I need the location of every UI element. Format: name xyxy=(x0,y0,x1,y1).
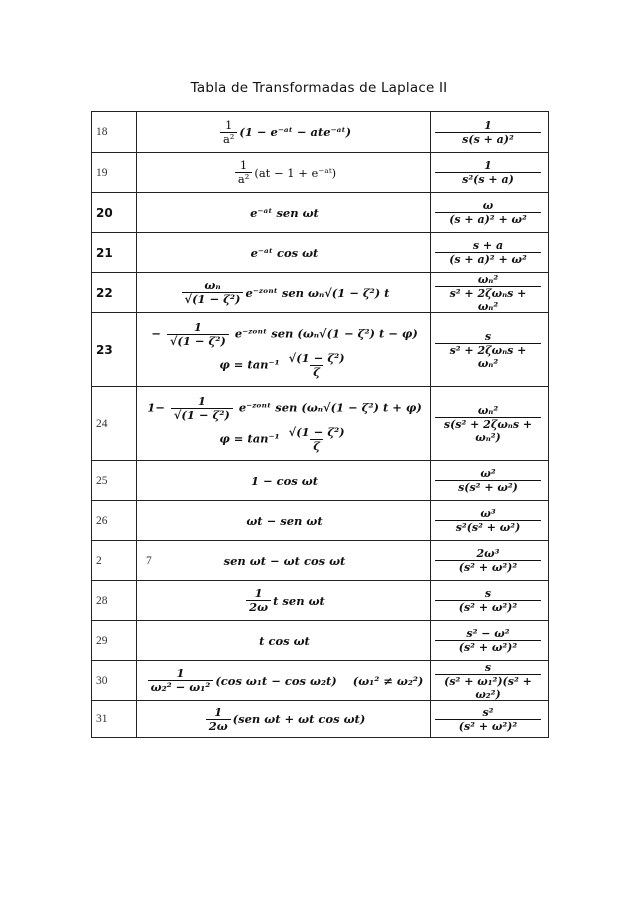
row-number: 30 xyxy=(96,674,108,687)
row-number: 24 xyxy=(96,417,108,430)
time-function: sen ωt − ωt cos ωt xyxy=(223,553,346,568)
row-number: 29 xyxy=(96,634,108,647)
laplace-transform: $\frac{\text{ω³}}{\text{s²(s² + ω²)}}$ xyxy=(434,501,542,540)
table-row xyxy=(92,152,548,192)
row-number: 25 xyxy=(96,474,108,487)
table-row xyxy=(92,500,548,540)
table-row xyxy=(92,460,548,500)
row-number: 19 xyxy=(96,166,108,179)
table-row xyxy=(92,232,548,272)
time-function: 1 − cos ωt xyxy=(250,473,319,488)
time-function: ωt − sen ωt xyxy=(246,513,323,528)
time-function: e⁻ᵃᵗ cos ωt xyxy=(250,245,319,260)
laplace-transform: $\frac{\omega}{\text{(s + a)² + ω²}}$ xyxy=(434,193,542,232)
table-row xyxy=(92,386,548,460)
laplace-transform: $\frac{\text{s² − ω²}}{\text{(s² + ω²)²}}$ xyxy=(434,621,542,660)
table-row xyxy=(92,112,548,152)
laplace-transform: $\frac{s}{\text{s² + 2ζωₙs + ωₙ²}}$ xyxy=(434,313,542,386)
laplace-transform: $\frac{s + a}{\text{(s + a)² + ω²}}$ xyxy=(434,233,542,272)
laplace-transform: $\frac{\text{ω²}}{\text{s(s² + ω²)}}$ xyxy=(434,461,542,500)
row-number: 20 xyxy=(96,205,113,220)
time-function: − $\frac{1}{\text{√(1 − ζ²)}}$ e⁻ᶻᵒⁿᵗ sen (ωₙ√(1 − ζ²) t − φ) φ = tan⁻¹ $\frac{\text{√(1 − ζ²)}}{\zeta}$ xyxy=(151,319,418,379)
time-function: 1− $\frac{1}{\text{√(1 − ζ²)}}$ e⁻ᶻᵒⁿᵗ sen (ωₙ√(1 − ζ²) t + φ) φ = tan⁻¹ $\frac{\text{√(1 − ζ²)}}{\zeta}$ xyxy=(147,393,422,453)
table-row xyxy=(92,272,548,312)
time-function: $\frac{1}{2\omega}$ t sen ωt xyxy=(138,581,431,620)
row-number: 22 xyxy=(96,285,113,300)
row-number: 23 xyxy=(96,342,113,357)
laplace-transform: $\frac{1}{\text{s²(s + a)}}$ xyxy=(434,153,542,192)
table-row xyxy=(92,620,548,660)
row-number: 21 xyxy=(96,245,113,260)
table-row xyxy=(92,312,548,386)
laplace-transform: $\frac{s}{\text{(s² + ω₁²)(s² + ω₂²)}}$ xyxy=(434,661,542,700)
laplace-transform: $\frac{\text{ωₙ²}}{\text{s(s² + 2ζωₙs + ωₙ²)}}$ xyxy=(434,387,542,460)
table-row xyxy=(92,192,548,232)
laplace-transform: $\frac{\text{ωₙ²}}{\text{s² + 2ζωₙs + ωₙ²}}$ xyxy=(434,273,542,312)
laplace-transform: $\frac{\text{2ω³}}{\text{(s² + ω²)²}}$ xyxy=(434,541,542,580)
row-number: 28 xyxy=(96,594,108,607)
row-number: 18 xyxy=(96,126,108,138)
row-number: 2 xyxy=(96,554,102,567)
laplace-transform: $\frac{1}{\text{s(s + a)²}}$ xyxy=(434,112,542,152)
time-function: $\frac{1}{\text{a²}}$ (1 − e⁻ᵃᵗ − ate⁻ᵃᵗ) xyxy=(138,112,431,152)
table-row xyxy=(92,700,548,737)
laplace-table xyxy=(91,111,549,738)
laplace-transform: $\frac{s}{\text{(s² + ω²)²}}$ xyxy=(434,581,542,620)
row-number: 31 xyxy=(96,713,108,725)
laplace-transform: $\frac{\text{s²}}{\text{(s² + ω²)²}}$ xyxy=(434,701,542,737)
time-function: e⁻ᵃᵗ sen ωt xyxy=(250,205,319,220)
row-number: 26 xyxy=(96,514,108,527)
time-function: $\frac{1}{2\omega}$ (sen ωt + ωt cos ωt) xyxy=(138,701,431,737)
time-function: $\frac{1}{\text{ω₂² − ω₁²}}$ (cos ω₁t − cos ω₂t) (ω₁² ≠ ω₂²) xyxy=(138,661,431,700)
table-row xyxy=(92,580,548,620)
row-number-fragment: 7 xyxy=(146,554,152,567)
table-row xyxy=(92,540,548,580)
time-function: t cos ωt xyxy=(259,633,310,648)
page-title: Tabla de Transformadas de Laplace II xyxy=(190,80,448,96)
time-function: $\frac{1}{\text{a²}}$ (at − 1 + e⁻ᵃᵗ) xyxy=(138,153,431,192)
time-function: $\frac{\text{ωₙ}}{\text{√(1 − ζ²)}}$ e⁻ᶻᵒⁿᵗ sen ωₙ√(1 − ζ²) t xyxy=(138,273,431,312)
table-row xyxy=(92,660,548,700)
